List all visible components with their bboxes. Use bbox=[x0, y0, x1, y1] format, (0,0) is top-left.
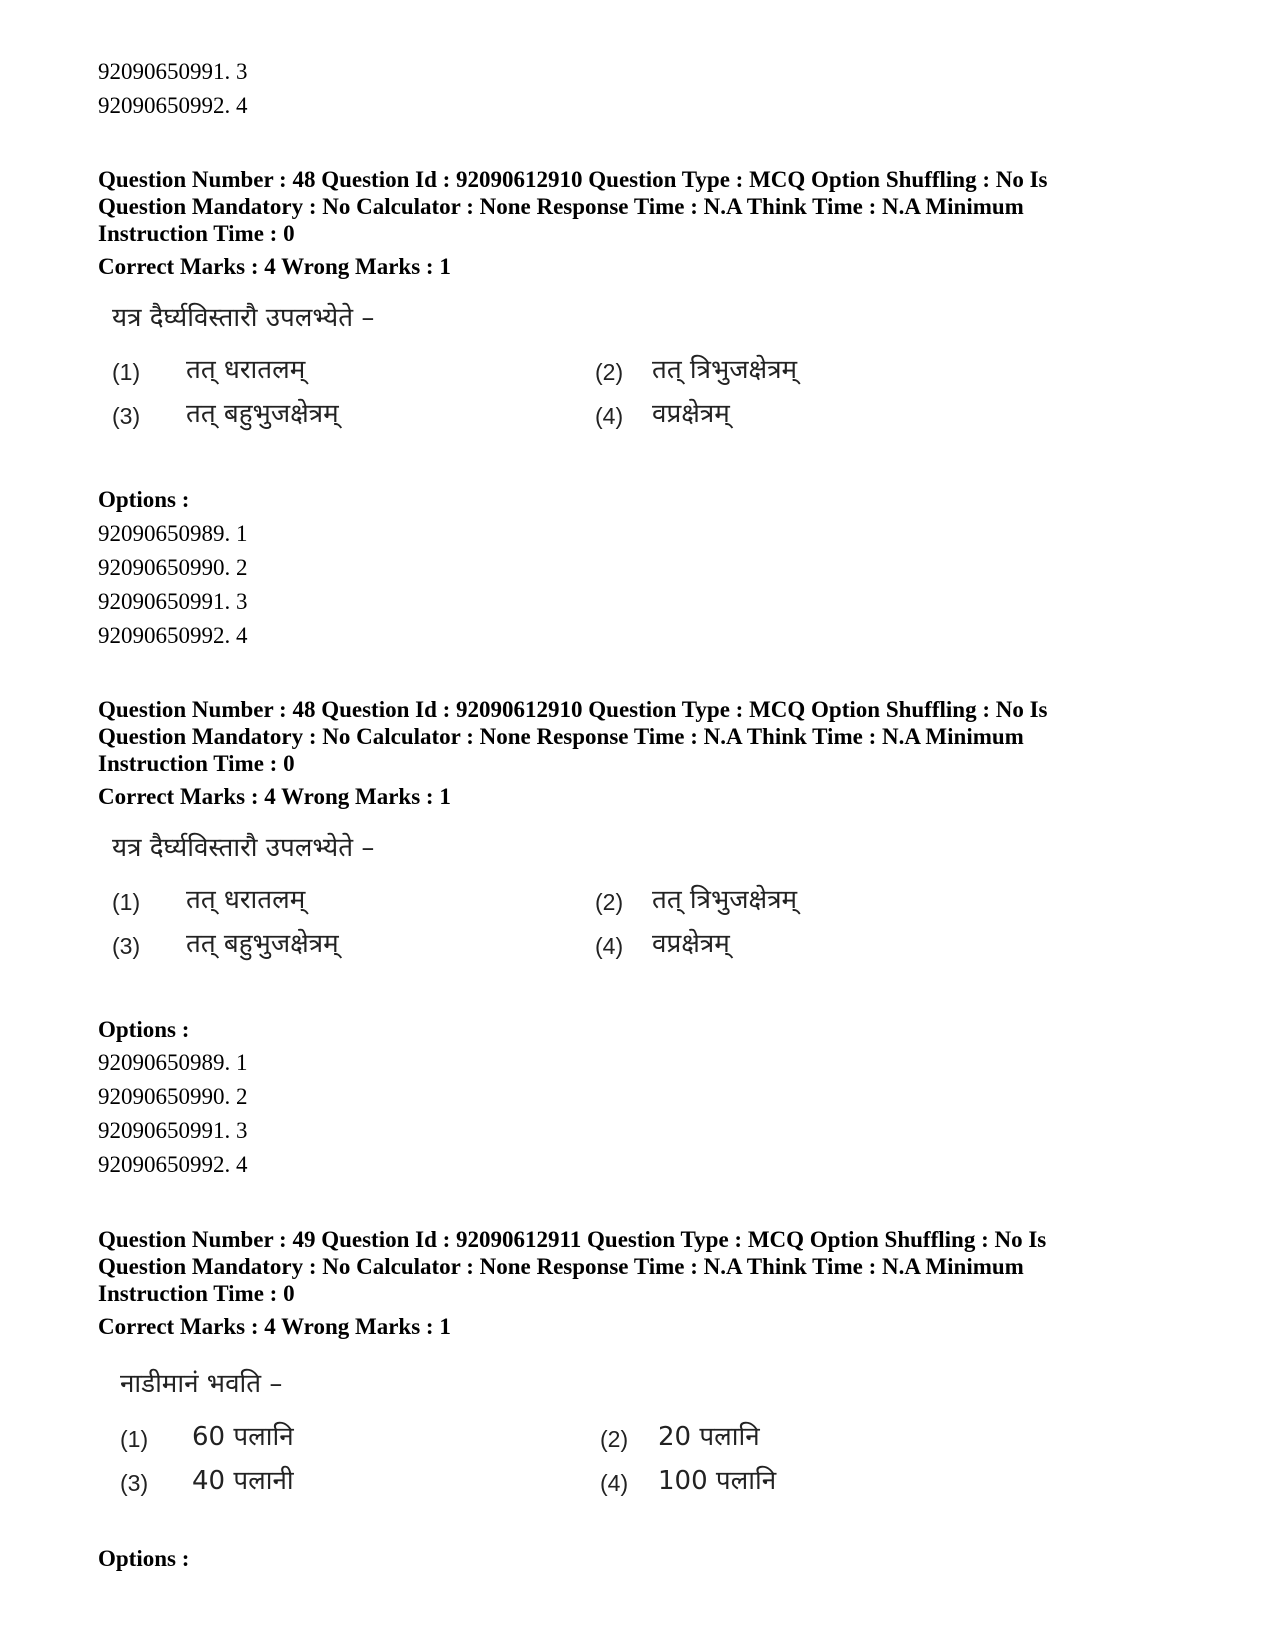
question-stem: नाडीमानं भवति – bbox=[120, 1369, 283, 1399]
question-header: Question Mandatory : No Calculator : None Response Time : N.A Think Time : N.A Minimum bbox=[98, 724, 1024, 749]
choice-text: 60 पलानि bbox=[192, 1422, 294, 1452]
option-line: 92090650991. 3 bbox=[98, 589, 248, 614]
choice-text: तत् बहुभुजक्षेत्रम् bbox=[186, 929, 339, 959]
choice-text: 20 पलानि bbox=[658, 1422, 760, 1452]
question-header: Question Mandatory : No Calculator : None Response Time : N.A Think Time : N.A Minimum bbox=[98, 1254, 1024, 1279]
choice-number: (2) bbox=[600, 1426, 629, 1452]
choice-number: (3) bbox=[112, 403, 141, 429]
marks-line: Correct Marks : 4 Wrong Marks : 1 bbox=[98, 784, 451, 809]
choice-text: 100 पलानि bbox=[658, 1466, 777, 1496]
choice-number: (4) bbox=[595, 933, 624, 959]
question-stem: यत्र दैर्घ्यविस्तारौ उपलभ्येते – bbox=[112, 833, 375, 863]
choice-text: तत् धरातलम् bbox=[186, 885, 306, 915]
options-label: Options : bbox=[98, 1546, 190, 1571]
choice-text: 40 पलानी bbox=[192, 1466, 294, 1496]
option-line: 92090650992. 4 bbox=[98, 93, 248, 118]
choice-number: (3) bbox=[120, 1470, 149, 1496]
question-header: Instruction Time : 0 bbox=[98, 751, 295, 776]
question-stem: यत्र दैर्घ्यविस्तारौ उपलभ्येते – bbox=[112, 303, 375, 333]
choice-text: तत् धरातलम् bbox=[186, 355, 306, 385]
option-line: 92090650990. 2 bbox=[98, 1084, 248, 1109]
choice-number: (4) bbox=[595, 403, 624, 429]
option-line: 92090650992. 4 bbox=[98, 1152, 248, 1177]
option-line: 92090650991. 3 bbox=[98, 59, 248, 84]
option-line: 92090650989. 1 bbox=[98, 521, 248, 546]
options-label: Options : bbox=[98, 1017, 190, 1042]
choice-number: (4) bbox=[600, 1470, 629, 1496]
choice-number: (2) bbox=[595, 359, 624, 385]
choice-number: (1) bbox=[120, 1426, 149, 1452]
question-header: Instruction Time : 0 bbox=[98, 221, 295, 246]
choice-text: वप्रक्षेत्रम् bbox=[652, 929, 730, 959]
option-line: 92090650990. 2 bbox=[98, 555, 248, 580]
choice-number: (1) bbox=[112, 359, 141, 385]
choice-text: वप्रक्षेत्रम् bbox=[652, 399, 730, 429]
question-header: Question Number : 48 Question Id : 92090612910 Question Type : MCQ Option Shuffling : No Is bbox=[98, 697, 1048, 722]
choice-number: (3) bbox=[112, 933, 141, 959]
choice-number: (2) bbox=[595, 889, 624, 915]
question-header: Instruction Time : 0 bbox=[98, 1281, 295, 1306]
marks-line: Correct Marks : 4 Wrong Marks : 1 bbox=[98, 254, 451, 279]
choice-text: तत् त्रिभुजक्षेत्रम् bbox=[652, 355, 798, 385]
choice-text: तत् बहुभुजक्षेत्रम् bbox=[186, 399, 339, 429]
question-header: Question Number : 48 Question Id : 92090612910 Question Type : MCQ Option Shuffling : No Is bbox=[98, 167, 1048, 192]
question-header: Question Number : 49 Question Id : 92090612911 Question Type : MCQ Option Shuffling : No Is bbox=[98, 1227, 1047, 1252]
option-line: 92090650992. 4 bbox=[98, 623, 248, 648]
option-line: 92090650989. 1 bbox=[98, 1050, 248, 1075]
choice-number: (1) bbox=[112, 889, 141, 915]
options-label: Options : bbox=[98, 487, 190, 512]
marks-line: Correct Marks : 4 Wrong Marks : 1 bbox=[98, 1314, 451, 1339]
option-line: 92090650991. 3 bbox=[98, 1118, 248, 1143]
choice-text: तत् त्रिभुजक्षेत्रम् bbox=[652, 885, 798, 915]
question-header: Question Mandatory : No Calculator : None Response Time : N.A Think Time : N.A Minimum bbox=[98, 194, 1024, 219]
